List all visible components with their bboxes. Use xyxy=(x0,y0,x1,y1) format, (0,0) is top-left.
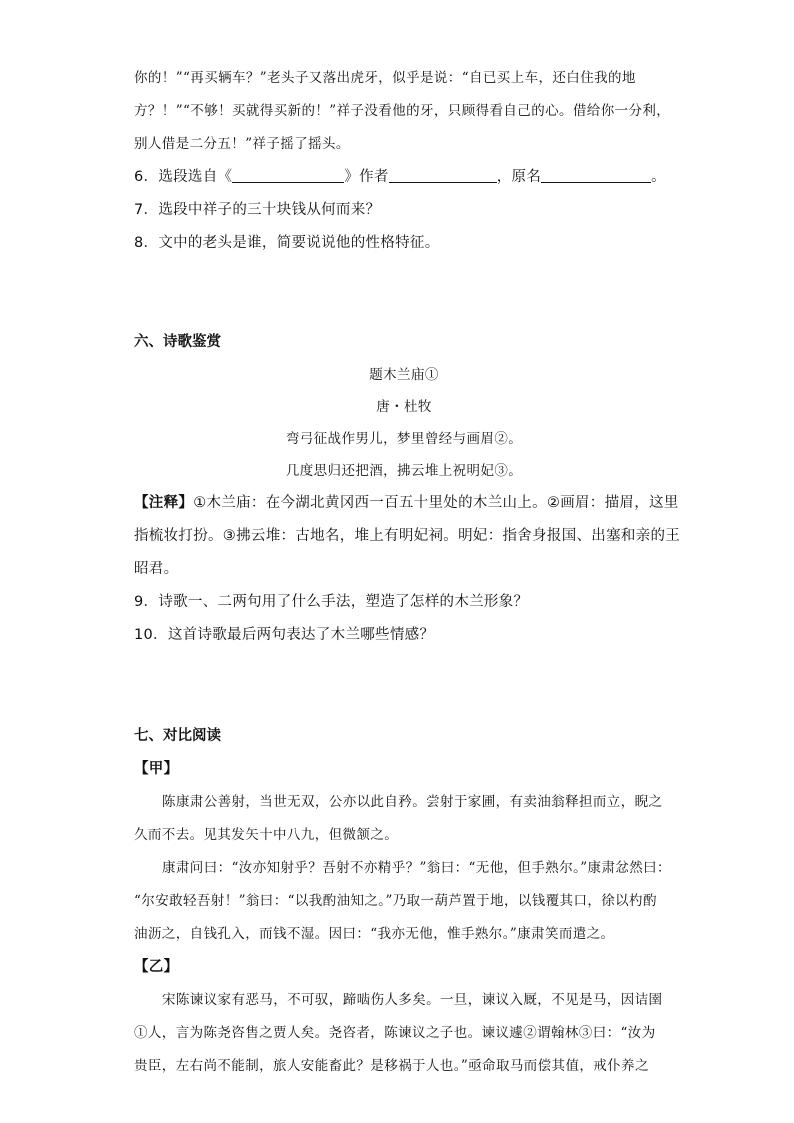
passage-line: 别人借是二分五！”祥子摇了摇头。 xyxy=(134,136,350,152)
jia-line: 康肃问曰：“汝亦知射乎？吾射不亦精乎？”翁曰：“无他，但手熟尔。”康肃忿然曰： xyxy=(162,860,671,876)
jia-line: 油沥之，自钱孔入，而钱不湿。因曰：“我亦无他，惟手熟尔。”康肃笑而遣之。 xyxy=(134,926,615,942)
passage-line: 你的！”“再买辆车？”老头子又落出虎牙，似乎是说：“自已买上车，还白住我的地 xyxy=(134,70,636,86)
note-text: ①木兰庙：在今湖北黄冈西一百五十里处的木兰山上。②画眉：描眉，这里 xyxy=(193,495,679,511)
q6-end: 。 xyxy=(651,169,666,185)
question-6 xyxy=(134,161,674,194)
poem-note-line: 指梳妆打扮。③拂云堆：古地名，堆上有明妃祠。明妃：指舍身报国、出塞和亲的王 xyxy=(134,528,681,544)
yi-line: 贵臣，左右尚不能制，旅人安能畜此？是移祸于人也。”亟命取马而偿其值，戒仆养之 xyxy=(134,1058,649,1074)
note-label: 【注释】 xyxy=(134,495,194,511)
question-9: 9．诗歌一、二两句用了什么手法，塑造了怎样的木兰形象？ xyxy=(134,594,529,610)
q6-blank-author[interactable] xyxy=(389,168,497,183)
question-10: 10．这首诗歌最后两句表达了木兰哪些情感？ xyxy=(134,627,435,643)
yi-line: ①人，言为陈尧咨售之贾人矣。尧咨者，陈谏议之子也。谏议遽②谓翰林③曰：“汝为 xyxy=(134,1025,656,1041)
q6-prefix: 6．选段选自《 xyxy=(134,169,233,185)
poem-line: 弯弓征战作男儿，梦里曾经与画眉②。 xyxy=(285,431,523,447)
jia-label: 【甲】 xyxy=(134,761,179,777)
section-6-title: 六、诗歌鉴赏 xyxy=(134,334,221,350)
poem-line: 几度思归还把酒，拂云堆上祝明妃③。 xyxy=(285,463,523,479)
poem-author: 唐・杜牧 xyxy=(376,399,432,415)
q6-blank-realname[interactable] xyxy=(541,168,651,183)
yi-label: 【乙】 xyxy=(134,959,179,975)
answer-space xyxy=(134,260,674,326)
question-7: 7．选段中祥子的三十块钱从何而来？ xyxy=(134,202,381,218)
q6-blank-book[interactable] xyxy=(232,168,344,183)
question-8: 8．文中的老头是谁，简要说说他的性格特征。 xyxy=(134,235,440,251)
answer-space xyxy=(134,652,674,720)
jia-line: “尔安敢轻吾射！”翁曰：“以我酌油知之。”乃取一葫芦置于地，以钱覆其口，徐以杓酌 xyxy=(134,893,657,909)
q6-mid1: 》作者 xyxy=(344,169,389,185)
yi-line: 宋陈谏议家有恶马，不可驭，蹄啮伤人多矣。一旦，谏议入厩，不见是马，因诘圉 xyxy=(162,992,663,1008)
passage-line: 方？！”“不够！买就得买新的！”祥子没看他的牙，只顾得看自己的心。借给你一分利， xyxy=(134,103,671,119)
poem-title: 题木兰庙① xyxy=(369,367,439,383)
section-7-title: 七、对比阅读 xyxy=(134,728,221,744)
poem-note xyxy=(134,487,679,520)
q6-mid2: ，原名 xyxy=(496,169,542,185)
poem-note-line: 昭君。 xyxy=(134,561,179,577)
jia-line: 久而不去。见其发矢十中八九，但微颔之。 xyxy=(134,827,399,843)
jia-line: 陈康肃公善射，当世无双，公亦以此自矜。尝射于家圃，有卖油翁释担而立，睨之 xyxy=(162,794,663,810)
